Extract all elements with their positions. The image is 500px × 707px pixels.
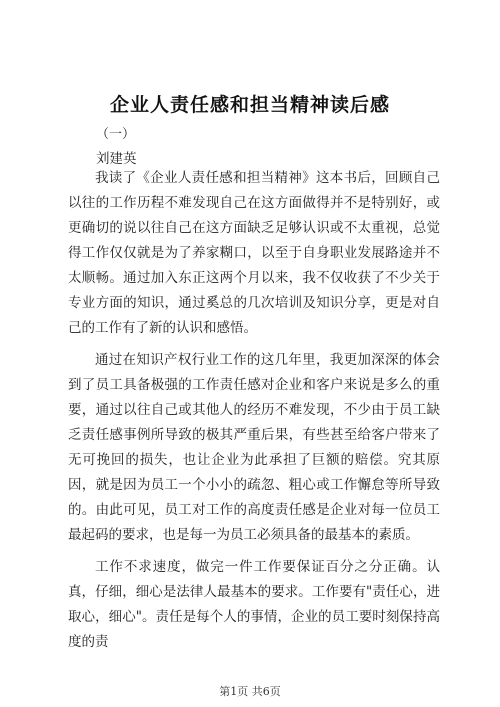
section-marker: （一） xyxy=(96,127,136,142)
author-name: 刘建英 xyxy=(96,151,137,167)
paragraph: 我读了《企业人责任感和担当精神》这本书后，回顾自己以往的工作历程不难发现自己在这方面做得并不是特别好，或更确切的说以往自己在这方面缺乏足够认识或不太重视，总觉得工作仅仅就是为了养家糊口，以至于自身职业发展路途并不太顺畅。通过加入东正这两个月以来，我不仅收获了不少关于专业方面的知识，通过奚总的几次培训及知识分享，更是对自己的工作有了新的认识和感悟。 xyxy=(68,170,440,336)
paragraph: 工作不求速度，做完一件工作要保证百分之分正确。认真，仔细，细心是法律人最基本的要求。工作要有"责任心，进取心，细心"。责任是每个人的事情，企业的员工要时刻保持高度的责 xyxy=(68,559,440,650)
paragraph: 通过在知识产权行业工作的这几年里，我更加深深的体会到了员工具备极强的工作责任感对企业和客户来说是多么的重要，通过以往自己或其他人的经历不难发现，不少由于员工缺乏责任感事例所导致的极其严重后果，有些甚至给客户带来了无可挽回的损失，也让企业为此承担了巨额的赔偿。究其原因，就是因为员工一个小小的疏忽、粗心或工作懈怠等所导致的。由此可见，员工对工作的高度责任感是企业对每一位员工最起码的要求，也是每一为员工必须具备的最基本的素质。 xyxy=(68,352,440,543)
page-footer: 第1页 共6页 xyxy=(219,685,281,698)
document-body xyxy=(68,166,440,662)
document-title: 企业人责任感和担当精神读后感 xyxy=(109,94,390,116)
